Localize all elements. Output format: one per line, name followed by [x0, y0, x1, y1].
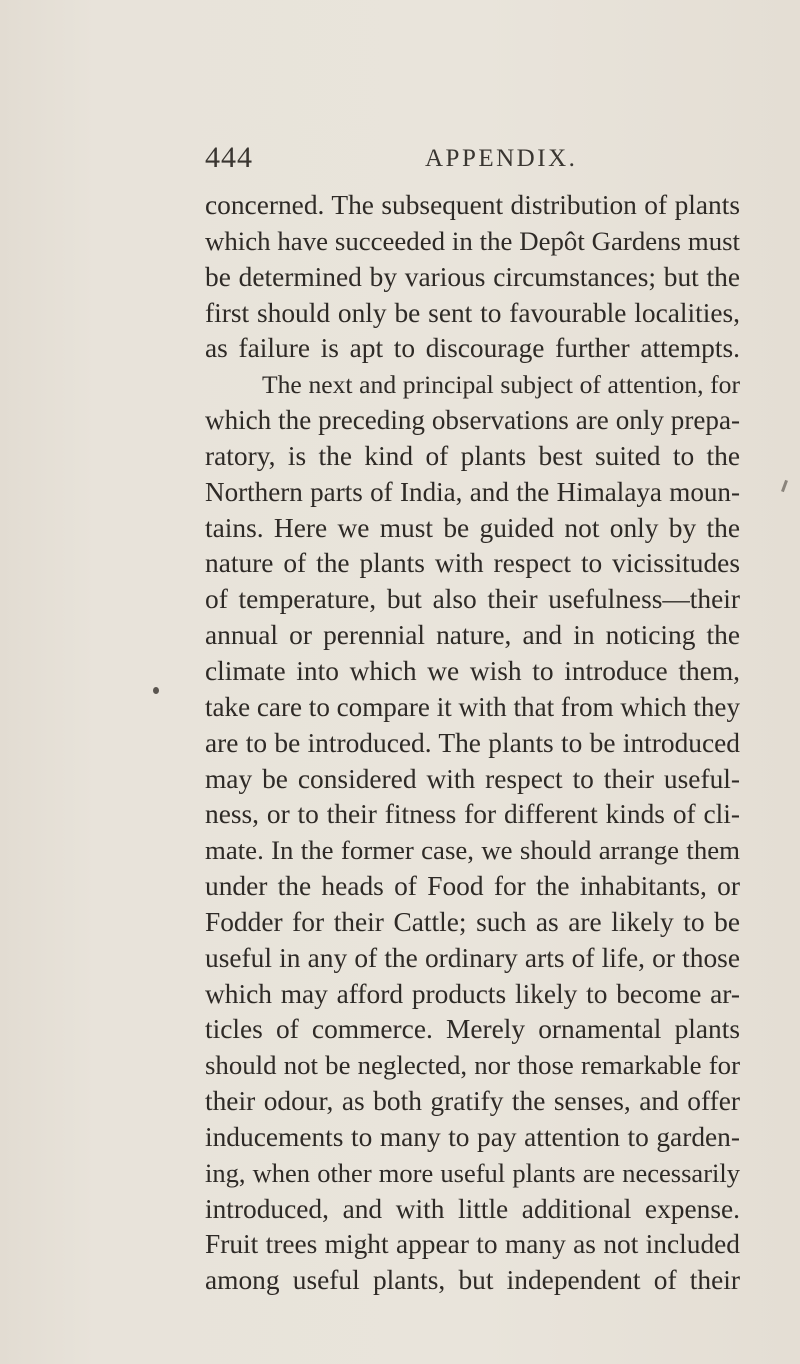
- text-line: useful in any of the ordinary arts of life, or those: [205, 942, 740, 973]
- text-line: mate. In the former case, we should arrange them: [205, 835, 740, 866]
- text-line: first should only be sent to favourable localities,: [205, 297, 740, 328]
- text-line: concerned. The subsequent distribution of plants: [205, 190, 740, 220]
- text-line: ness, or to their fitness for different kinds of cli-: [205, 799, 740, 830]
- page-number: 444: [205, 141, 253, 174]
- text-line: which the preceding observations are only prepa-: [205, 405, 740, 436]
- text-line: should not be neglected, nor those remarkable for: [205, 1050, 740, 1081]
- margin-mark: [781, 480, 788, 492]
- text-line: as failure is apt to discourage further attempts.: [205, 333, 740, 364]
- text-line: ticles of commerce. Merely ornamental plants: [205, 1014, 740, 1045]
- text-line: ing, when other more useful plants are necessarily: [205, 1157, 740, 1188]
- text-line: nature of the plants with respect to vicissitudes: [205, 548, 740, 579]
- text-line: which may afford products likely to become ar-: [205, 978, 740, 1009]
- text-line: Northern parts of India, and the Himalaya moun-: [205, 476, 740, 507]
- text-line: may be considered with respect to their useful-: [205, 763, 740, 794]
- text-line: be determined by various circumstances; but the: [205, 261, 740, 292]
- ink-speck: [153, 687, 159, 694]
- text-line: their odour, as both gratify the senses, and offer: [205, 1086, 740, 1117]
- text-line: take care to compare it with that from which they: [205, 691, 740, 722]
- text-line: annual or perennial nature, and in noticing the: [205, 620, 740, 651]
- paragraph-start-line: The next and principal subject of attention, for: [262, 370, 740, 400]
- text-line: Fruit trees might appear to many as not included: [205, 1229, 740, 1260]
- page-header: [205, 141, 740, 181]
- text-line: introduced, and with little additional expense.: [205, 1193, 740, 1224]
- text-line: ratory, is the kind of plants best suited to the: [205, 440, 740, 471]
- text-line: inducements to many to pay attention to garden-: [205, 1121, 740, 1152]
- body-text: [205, 188, 740, 1299]
- text-line: are to be introduced. The plants to be introduced: [205, 727, 740, 758]
- running-head: APPENDIX.: [425, 145, 578, 172]
- text-line: of temperature, but also their usefulness—their: [205, 584, 740, 615]
- text-line: climate into which we wish to introduce them,: [205, 655, 740, 686]
- text-line: tains. Here we must be guided not only by the: [205, 512, 740, 543]
- text-line: which have succeeded in the Depôt Gardens must: [205, 225, 740, 256]
- text-line: under the heads of Food for the inhabitants, or: [205, 871, 740, 902]
- text-line: among useful plants, but independent of their: [205, 1265, 740, 1296]
- text-line: Fodder for their Cattle; such as are likely to be: [205, 906, 740, 937]
